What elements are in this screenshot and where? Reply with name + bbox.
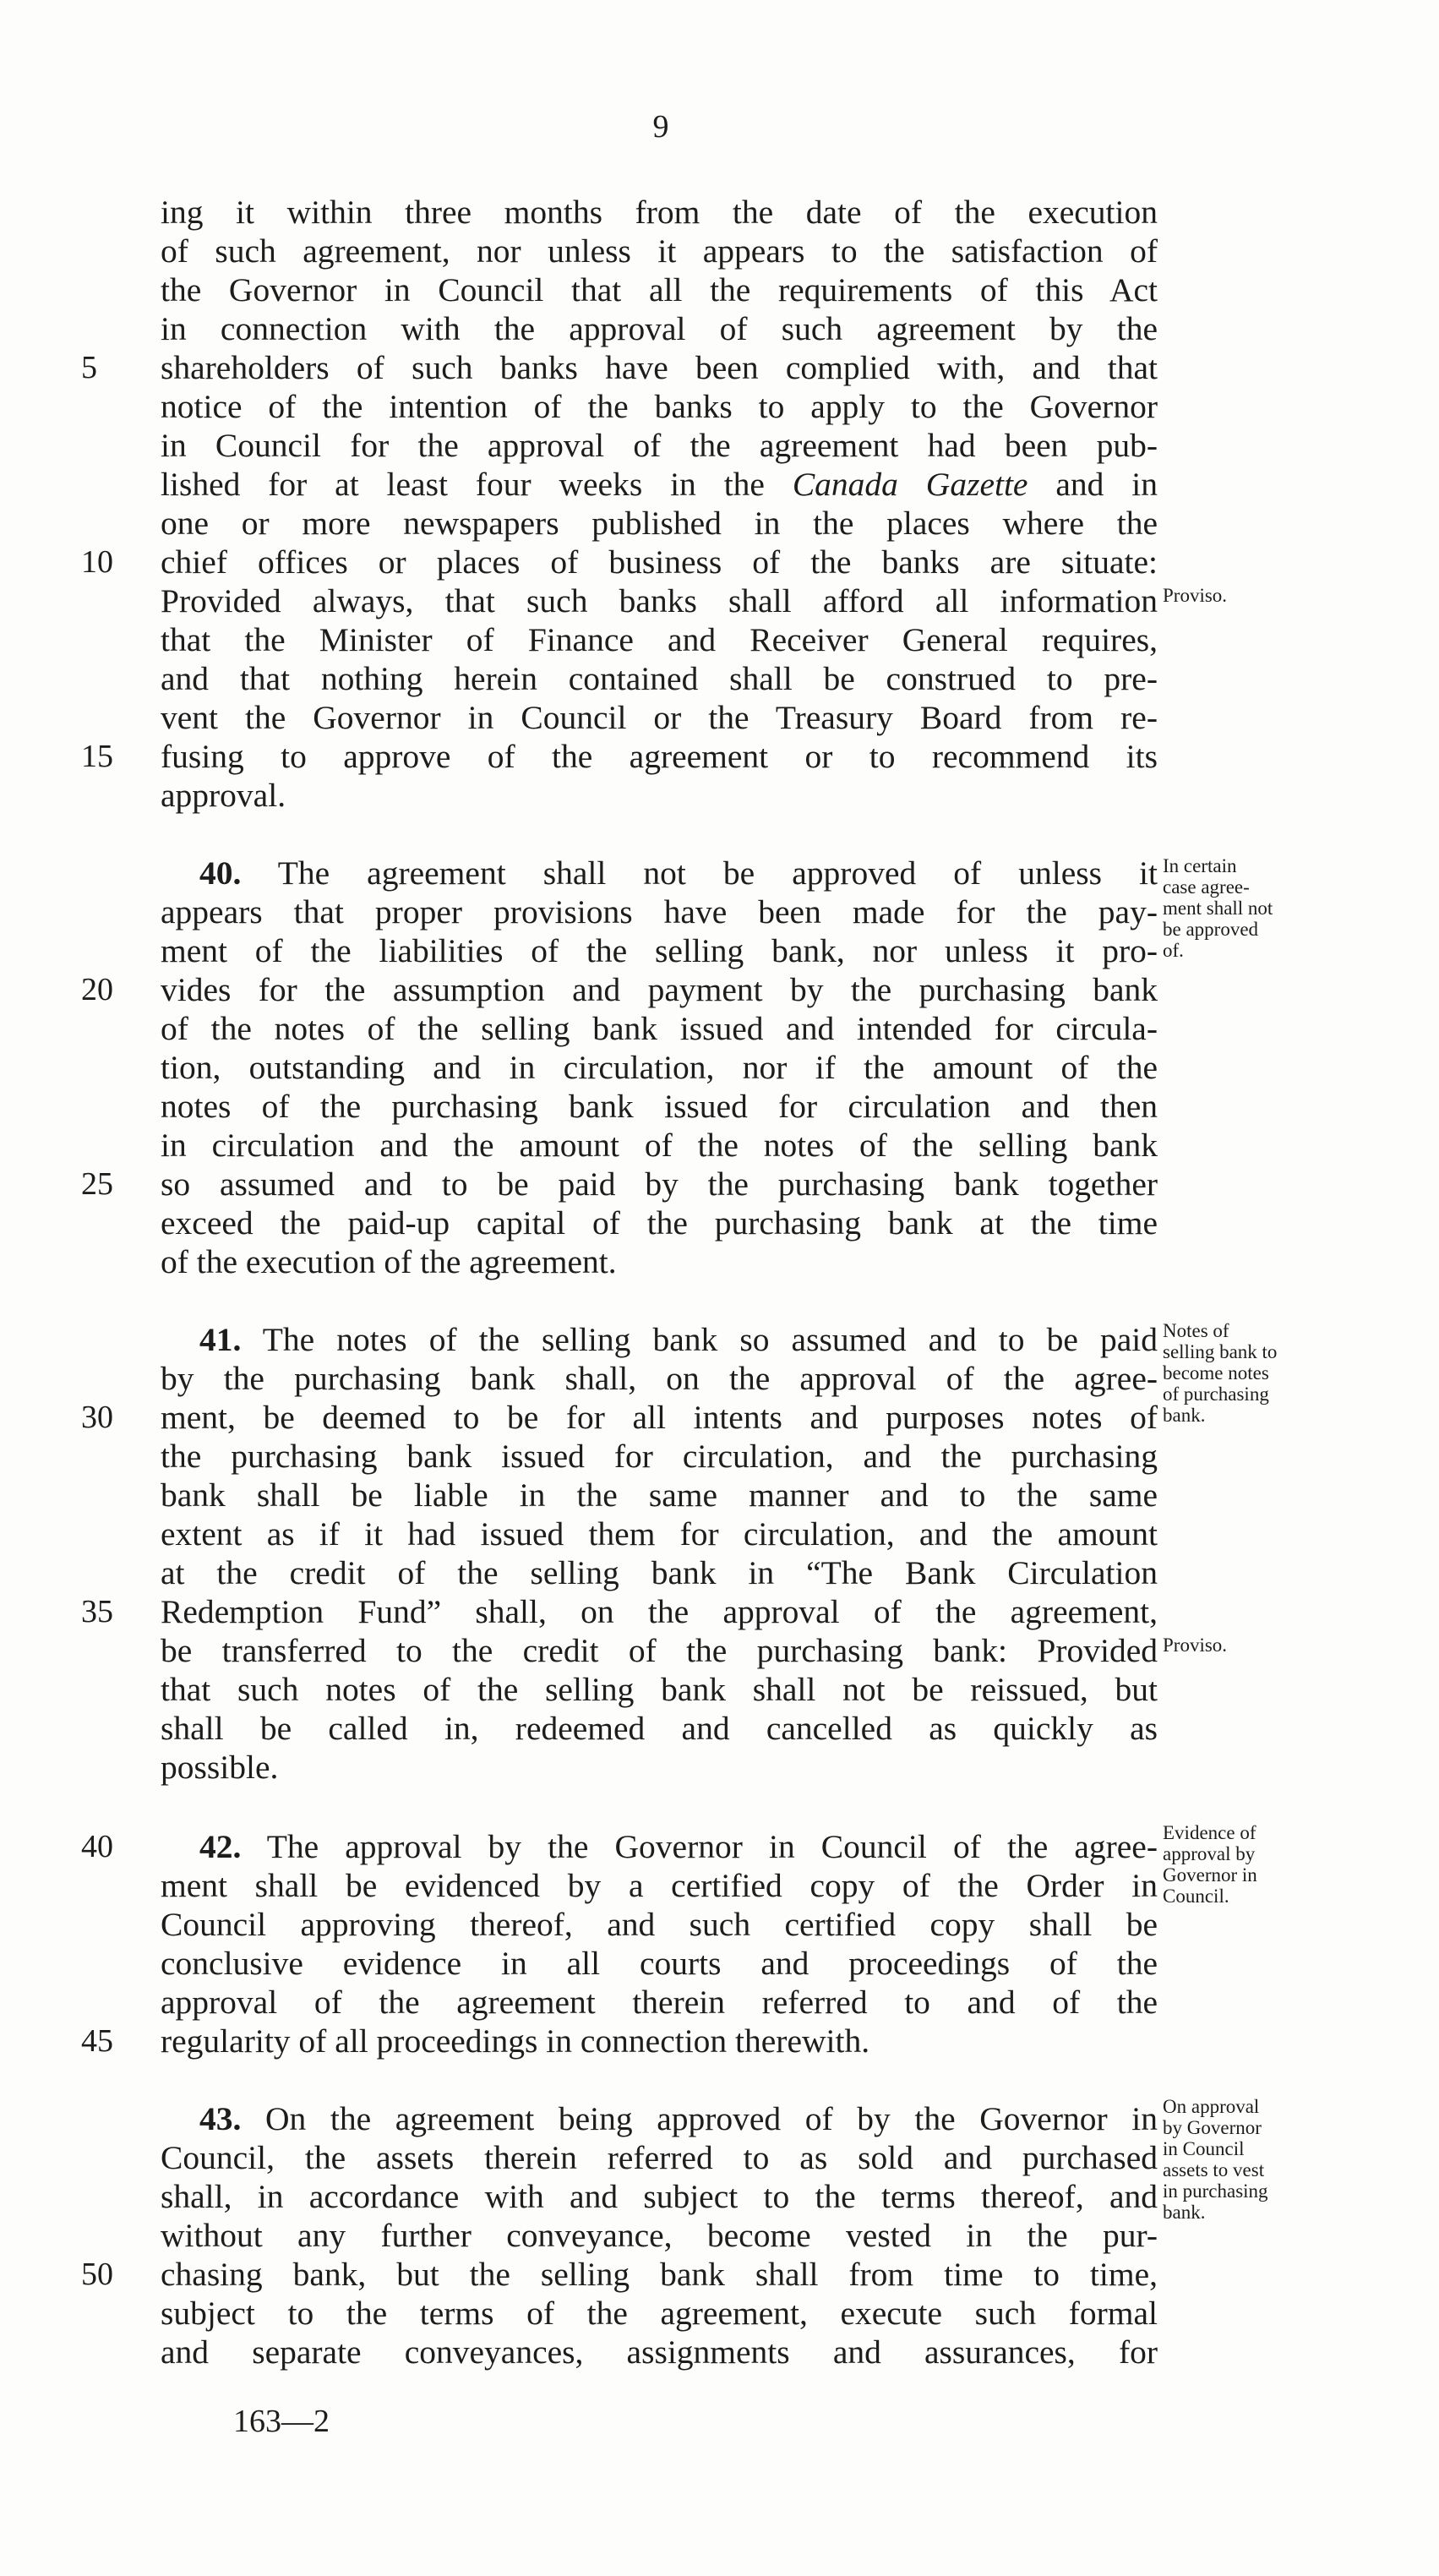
line-number: 5 <box>81 350 97 385</box>
text-line: extent as if it had issued them for circulation, and the amount <box>161 1515 1158 1553</box>
text-line: 42. The approval by the Governor in Council of the agree- <box>199 1828 1158 1865</box>
text-line: Redemption Fund” shall, on the approval of the agreement, <box>161 1593 1158 1630</box>
text-line: ment shall be evidenced by a certified copy of the Order in <box>161 1867 1158 1904</box>
text-line: shall, in accordance with and subject to the terms thereof, and <box>161 2178 1158 2215</box>
text-line: vides for the assumption and payment by the purchasing bank <box>161 971 1158 1008</box>
italic-title: Canada Gazette <box>792 466 1028 503</box>
margin-note: Evidence of approval by Governor in Council. <box>1163 1822 1257 1907</box>
text-line: possible. <box>161 1749 279 1786</box>
text-line: so assumed and to be paid by the purchasing bank together <box>161 1165 1158 1203</box>
text-line: 43. On the agreement being approved of by the Governor in <box>199 2100 1158 2137</box>
text-line: regularity of all proceedings in connection therewith. <box>161 2022 870 2060</box>
text-line: notes of the purchasing bank issued for circulation and then <box>161 1088 1158 1125</box>
text-line: fusing to approve of the agreement or to recommend its <box>161 738 1158 775</box>
text-line: approval. <box>161 777 286 814</box>
margin-note: On approval by Governor in Council assets to vest in purchasing bank. <box>1163 2096 1268 2223</box>
text-line: of such agreement, nor unless it appears to the satisfaction of <box>161 232 1158 270</box>
text-line: of the execution of the agreement. <box>161 1243 617 1280</box>
line-number: 10 <box>81 544 113 580</box>
text-line: at the credit of the selling bank in “The Bank Circulation <box>161 1554 1158 1591</box>
text-line: Council, the assets therein referred to as sold and purchased <box>161 2139 1158 2176</box>
margin-note: In certain case agree- ment shall not be approved of. <box>1163 855 1273 961</box>
text-line: bank shall be liable in the same manner and to the same <box>161 1476 1158 1514</box>
line-number: 50 <box>81 2257 113 2292</box>
line-number: 45 <box>81 2023 113 2059</box>
text-line: shareholders of such banks have been complied with, and that <box>161 349 1158 386</box>
text-line: chasing bank, but the selling bank shall from time to time, <box>161 2256 1158 2293</box>
text-line: in connection with the approval of such agreement by the <box>161 310 1158 347</box>
line-number: 25 <box>81 1166 113 1202</box>
page-number: 9 <box>652 109 669 145</box>
text-line: be transferred to the credit of the purchasing bank: Provided <box>161 1632 1158 1669</box>
margin-note: Notes of selling bank to become notes of purchasing bank. <box>1163 1320 1278 1426</box>
text-line: lished for at least four weeks in the Canada Gazette and in <box>161 466 1158 503</box>
text-line: by the purchasing bank shall, on the approval of the agree- <box>161 1360 1158 1397</box>
text-line: exceed the paid-up capital of the purchasing bank at the time <box>161 1204 1158 1242</box>
text-line: and separate conveyances, assignments and assurances, for <box>161 2333 1158 2371</box>
text-line: vent the Governor in Council or the Treasury Board from re- <box>161 699 1158 736</box>
text-line: approval of the agreement therein referred to and of the <box>161 1984 1158 2021</box>
text-line: in circulation and the amount of the notes of the selling bank <box>161 1127 1158 1164</box>
margin-note: Proviso. <box>1163 585 1228 606</box>
text-line: appears that proper provisions have been made for the pay- <box>161 893 1158 931</box>
text-line: of the notes of the selling bank issued and intended for circula- <box>161 1010 1158 1047</box>
text-line: the purchasing bank issued for circulation, and the purchasing <box>161 1438 1158 1475</box>
text-line: and that nothing herein contained shall be construed to pre- <box>161 660 1158 697</box>
text-line: the Governor in Council that all the requirements of this Act <box>161 271 1158 308</box>
line-number: 40 <box>81 1829 113 1864</box>
text-line: ment, be deemed to be for all intents and purposes notes of <box>161 1399 1158 1436</box>
text-line: without any further conveyance, become vested in the pur- <box>161 2217 1158 2254</box>
line-number: 30 <box>81 1400 113 1435</box>
signature-mark: 163—2 <box>233 2404 330 2439</box>
text-line: shall be called in, redeemed and cancelled as quickly as <box>161 1710 1158 1747</box>
text-line: tion, outstanding and in circulation, nor if the amount of the <box>161 1049 1158 1086</box>
text-line: ment of the liabilities of the selling bank, nor unless it pro- <box>161 932 1158 969</box>
margin-note: Proviso. <box>1163 1635 1228 1656</box>
text-line: in Council for the approval of the agreement had been pub- <box>161 427 1158 464</box>
text-line: 40. The agreement shall not be approved of unless it <box>199 854 1158 892</box>
section-number: 40. <box>199 854 242 892</box>
section-number: 41. <box>199 1321 242 1358</box>
text-line: ing it within three months from the date of the execution <box>161 194 1158 231</box>
line-number: 35 <box>81 1594 113 1629</box>
text-line: conclusive evidence in all courts and proceedings of the <box>161 1945 1158 1982</box>
text-line: one or more newspapers published in the places where the <box>161 505 1158 542</box>
text-line: notice of the intention of the banks to apply to the Governor <box>161 388 1158 425</box>
section-number: 42. <box>199 1828 242 1865</box>
line-number: 15 <box>81 739 113 774</box>
line-number: 20 <box>81 972 113 1007</box>
text-line: subject to the terms of the agreement, execute such formal <box>161 2295 1158 2332</box>
text-line: Council approving thereof, and such certified copy shall be <box>161 1906 1158 1943</box>
text-line: 41. The notes of the selling bank so assumed and to be paid <box>199 1321 1158 1358</box>
text-line: that the Minister of Finance and Receiver General requires, <box>161 621 1158 658</box>
text-line: chief offices or places of business of the banks are situate: <box>161 543 1158 581</box>
section-number: 43. <box>199 2100 242 2137</box>
text-line: Provided always, that such banks shall afford all information <box>161 582 1158 619</box>
text-line: that such notes of the selling bank shall not be reissued, but <box>161 1671 1158 1708</box>
